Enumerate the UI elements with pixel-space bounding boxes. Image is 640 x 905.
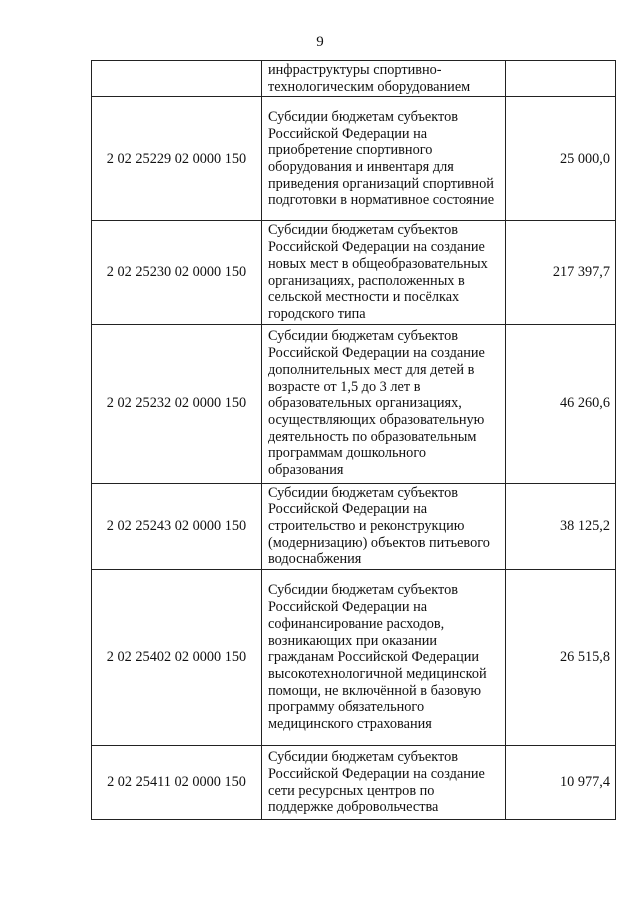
- revenue-description-cell: Субсидии бюджетам субъектов Российской Федерации на приобретение спортивного оборудования и инвентаря для приведения организаций спортивной подготовки в нормативное состояние: [262, 97, 506, 221]
- table-row: [92, 97, 616, 221]
- revenue-code-cell: 2 02 25411 02 0000 150: [92, 746, 262, 820]
- revenue-description-cell: Субсидии бюджетам субъектов Российской Федерации на строительство и реконструкцию (модернизацию) объектов питьевого водоснабжения: [262, 483, 506, 570]
- revenue-code-cell: 2 02 25229 02 0000 150: [92, 97, 262, 221]
- revenue-code-cell: 2 02 25243 02 0000 150: [92, 483, 262, 570]
- table-row: [92, 324, 616, 483]
- amount-cell: 38 125,2: [506, 483, 616, 570]
- amount-cell: 25 000,0: [506, 97, 616, 221]
- revenue-description-cell: Субсидии бюджетам субъектов Российской Федерации на создание сети ресурсных центров по поддержке добровольчества: [262, 746, 506, 820]
- table-row: [92, 221, 616, 324]
- budget-revenue-table: [91, 60, 616, 820]
- revenue-description-cell: инфраструктуры спортивно-технологическим оборудованием: [262, 61, 506, 97]
- revenue-code-cell: [92, 61, 262, 97]
- amount-cell: 46 260,6: [506, 324, 616, 483]
- revenue-code-cell: 2 02 25230 02 0000 150: [92, 221, 262, 324]
- page-number: 9: [316, 34, 324, 50]
- amount-cell: [506, 61, 616, 97]
- table-row: [92, 746, 616, 820]
- revenue-code-cell: 2 02 25232 02 0000 150: [92, 324, 262, 483]
- amount-cell: 26 515,8: [506, 570, 616, 746]
- amount-cell: 10 977,4: [506, 746, 616, 820]
- amount-cell: 217 397,7: [506, 221, 616, 324]
- revenue-description-cell: Субсидии бюджетам субъектов Российской Федерации на софинансирование расходов, возникающих при оказании гражданам Российской Федерации высокотехнологичной медицинской помощи, не включённой в базовую программу обязательного медицинского страхования: [262, 570, 506, 746]
- revenue-code-cell: 2 02 25402 02 0000 150: [92, 570, 262, 746]
- table-row: [92, 483, 616, 570]
- table-row: [92, 570, 616, 746]
- table-row: [92, 61, 616, 97]
- revenue-description-cell: Субсидии бюджетам субъектов Российской Федерации на создание дополнительных мест для детей в возрасте от 1,5 до 3 лет в образовательных организациях, осуществляющих образовательную деятельность по образовательным программам дошкольного образования: [262, 324, 506, 483]
- revenue-description-cell: Субсидии бюджетам субъектов Российской Федерации на создание новых мест в общеобразовательных организациях, расположенных в сельской местности и посёлках городского типа: [262, 221, 506, 324]
